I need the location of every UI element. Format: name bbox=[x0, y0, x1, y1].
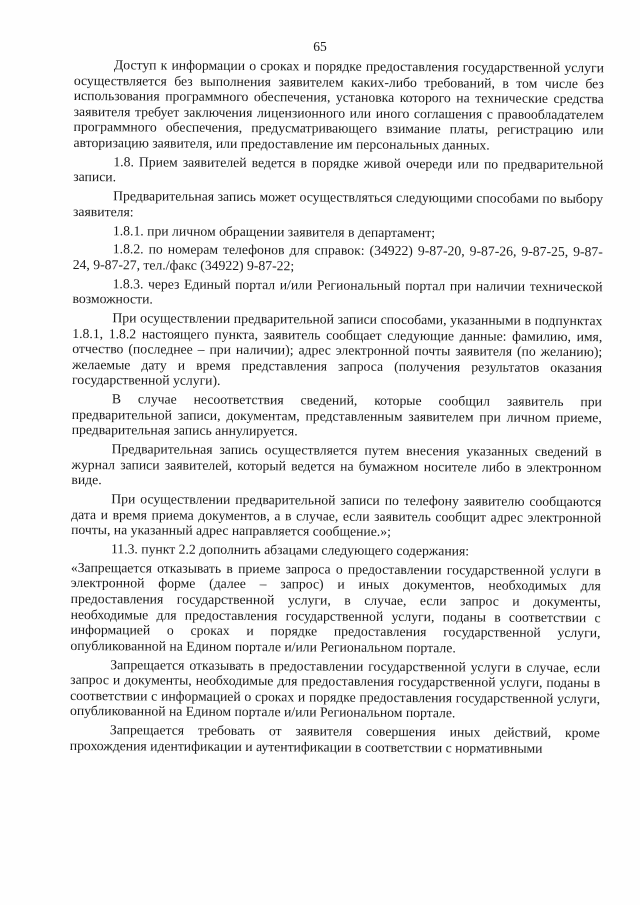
paragraph-1-8: 1.8. Прием заявителей ведется в порядке живой очереди или по предварительной записи. bbox=[73, 153, 604, 185]
paragraph-1-8-1: 1.8.1. при личном обращении заявителя в департамент; bbox=[112, 222, 436, 240]
paragraph-1-8-3: 1.8.3. через Единый портал и/или Региональный портал при наличии технической возможности. bbox=[72, 275, 603, 307]
paragraph-1-8-2: 1.8.2. по номерам телефонов для справок: (34922) 9-87-20, 9-87-26, 9-87-25, 9-87-24, 9-87-27, тел./факс (34922) 9-87-22; bbox=[72, 241, 603, 274]
paragraph-phone-booking: При осуществлении предварительной записи по телефону заявителю сообщаются дата и время приема документов, а в случае, если заявитель сообщит адрес электронной почты, на указанный адрес направляется сообщение.»; bbox=[71, 491, 602, 540]
paragraph-mismatch: В случае несоответствия сведений, которые сообщил заявитель при предварительной записи, документам, представленным заявителем при личном приеме, предварительная запись аннулируется. bbox=[71, 391, 602, 439]
paragraph-prohibit-refuse-request: «Запрещается отказывать в приеме запроса о предоставлении государственной услуги в электронной форме (далее – запрос) и иных документов, необходимых для предоставления государственной услуги, в случае, если запрос и документы, необходимые для предоставления государственной услуги, поданы в соответствии с информацией о сроках и порядке предоставления государственной услуги, опубликованной на Едином портале и/или Региональном портале. bbox=[70, 559, 601, 656]
paragraph-prohibit-require-actions: Запрещается требовать от заявителя совершения иных действий, кроме прохождения идентификации и аутентификации в соответствии с нормативными bbox=[69, 722, 600, 756]
paragraph-journal: Предварительная запись осуществляется путем внесения указанных сведений в журнал записи заявителей, который ведется на бумажном носителе либо в электронном виде. bbox=[71, 441, 602, 488]
document-body bbox=[70, 57, 604, 760]
page-number: 65 bbox=[313, 39, 327, 54]
paragraph-11-3: 11.3. пункт 2.2 дополнить абзацами следующего содержания: bbox=[110, 541, 470, 559]
paragraph-prebooking-methods: Предварительная запись может осуществляться следующими способами по выбору заявителя: bbox=[73, 188, 604, 220]
paragraph-prebooking-data: При осуществлении предварительной записи способами, указанными в подпунктах 1.8.1, 1.8.2 настоящего пункта, заявитель сообщает следующие данные: фамилию, имя, отчество (последнее – при наличии); адрес электронной почты заявителя (по желанию); желаемые дату и время представления запроса (получения результатов оказания государственной услуги). bbox=[71, 310, 603, 389]
paragraph-access-info: Доступ к информации о сроках и порядке предоставления государственной услуги осуществляется без выполнения заявителем каких-либо требований, в том числе без использования программного обеспечения, установка которого на технические средства заявителя требует заключения лицензионного или иного соглашения с правообладателем программного обеспечения, предусматривающего взимание платы, регистрацию или авторизацию заявителя, или предоставление им персональных данных. bbox=[73, 57, 604, 153]
paragraph-prohibit-refuse-service: Запрещается отказывать в предоставлении государственной услуги в случае, если запрос и документы, необходимые для предоставления государственной услуги, поданы в соответствии с информацией о сроках и порядке предоставления государственной услуги, опубликованной на Едином портале и/или Региональном портале. bbox=[69, 656, 601, 721]
